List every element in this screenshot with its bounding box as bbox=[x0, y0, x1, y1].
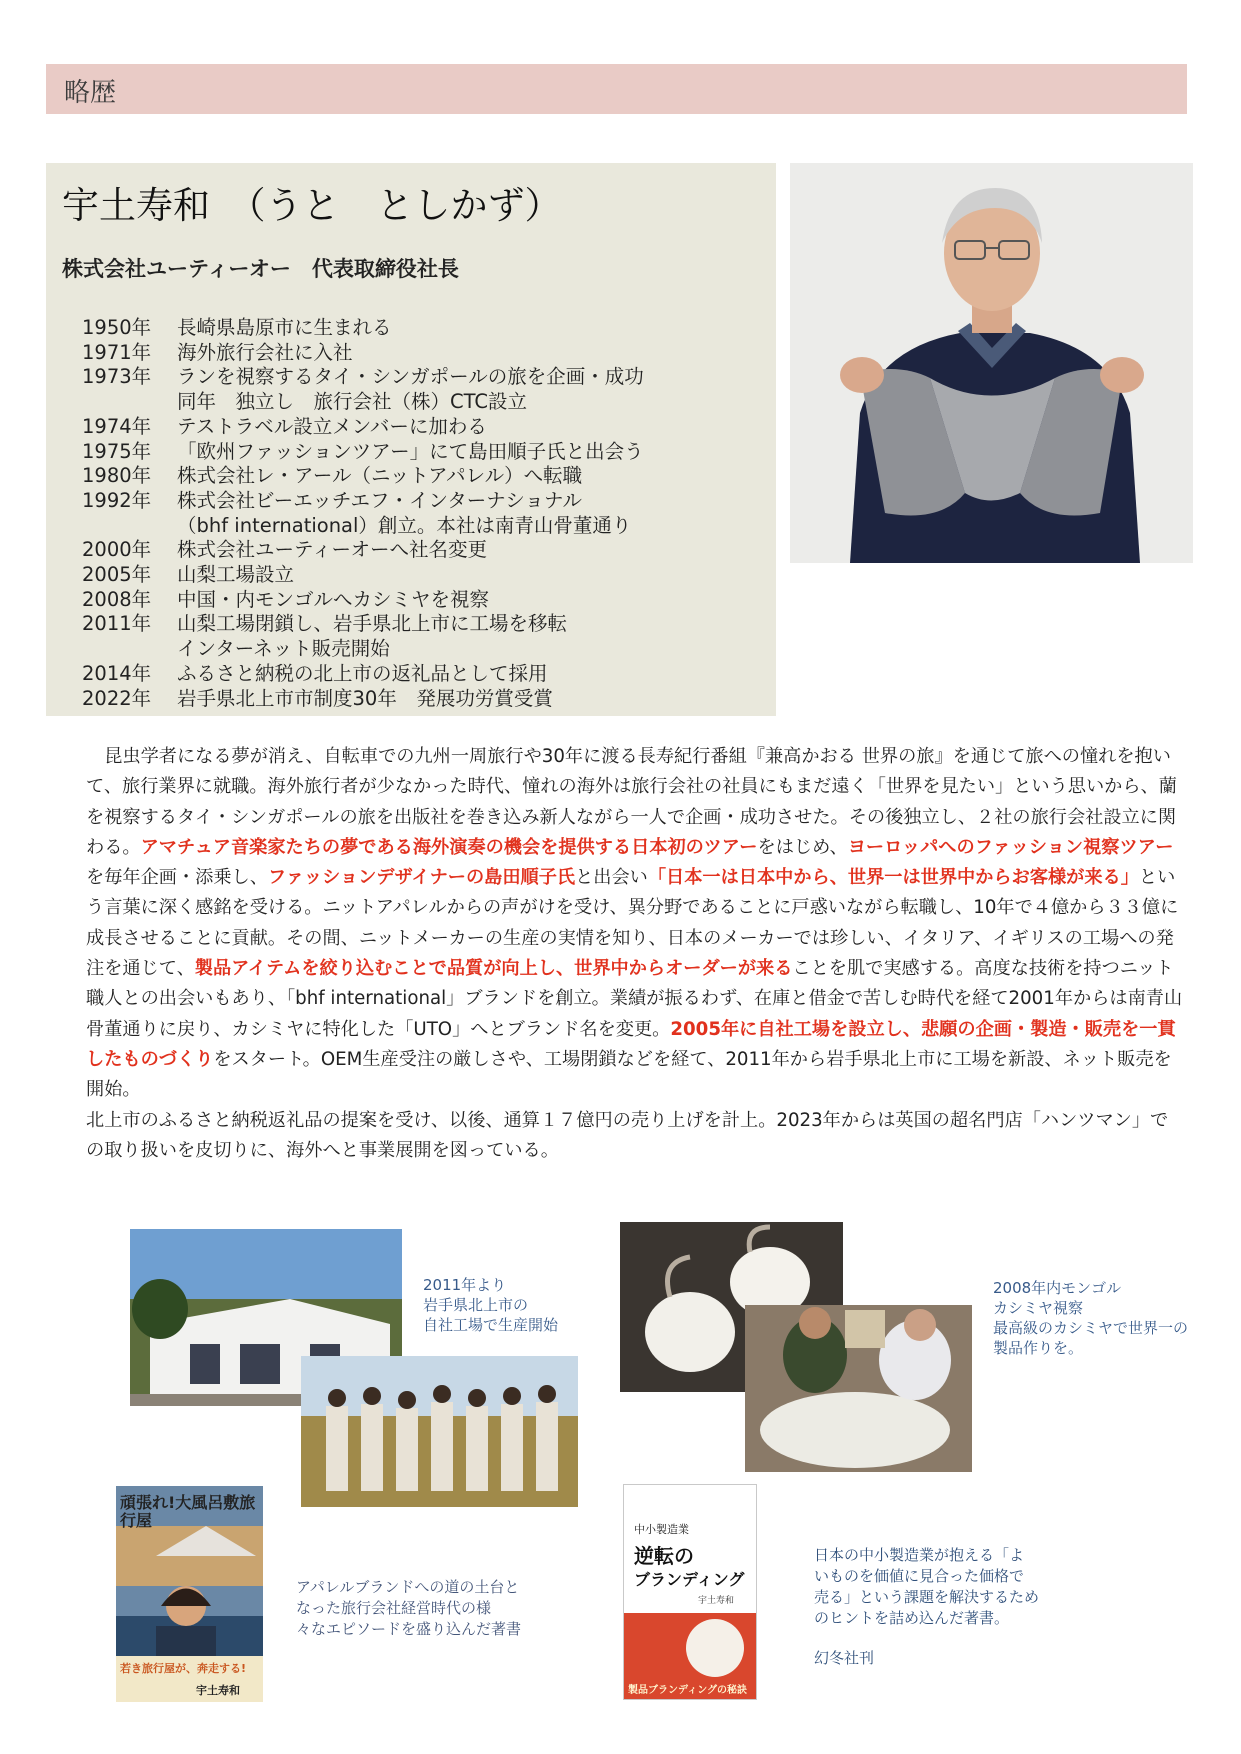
timeline-year: 2014年 bbox=[82, 661, 152, 685]
text-segment: ことを肌で実感する。高度な技術を持つニット職人との出会いもあり、「bhf international」ブランドを創立。業績が振るわず、在庫と借金で苦しむ時代を経て2001年からは南青山骨董通りに戻り、カシミヤに特化した「UTO」へとブランド名を変更。 bbox=[86, 958, 1183, 1040]
book1-title: 頑張れ!大風呂敷旅行屋 bbox=[120, 1493, 256, 1530]
book1-band: 若き旅行屋が、奔走する! bbox=[120, 1662, 247, 1675]
timeline-row bbox=[82, 637, 644, 662]
section-header bbox=[46, 64, 1187, 114]
highlighted-phrase: 「日本一は日本中から、世界一は世界中からお客様が来る」 bbox=[647, 867, 1139, 889]
text-segment: をスタート。OEM生産受注の厳しさや、工場閉鎖などを経て、2011年から岩手県北上市に工場を新設、ネット販売を開始。 bbox=[86, 1048, 1172, 1101]
factory-caption: 2011年より 岩手県北上市の 自社工場で生産開始 bbox=[423, 1276, 559, 1334]
book2-title-2: ブランディング bbox=[634, 1570, 745, 1589]
highlighted-phrase: 2005年に自社工場を設立し、悲願の企画・製造・販売を一貫したものづくり bbox=[86, 1018, 1176, 1070]
timeline-row bbox=[82, 588, 644, 613]
biography-paragraph-2: 北上市のふるさと納税返礼品の提案を受け、以後、通算１７億円の売り上げを計上。2023年からは英国の超名門店「ハンツマン」での取り扱いを皮切りに、海外へと事業展開を図っている。 bbox=[86, 1109, 1169, 1161]
book-cover-2 bbox=[623, 1484, 757, 1700]
biography-text bbox=[86, 742, 1186, 1166]
timeline-event: 株式会社レ・アール（ニットアパレル）へ転職 bbox=[177, 464, 583, 488]
timeline-year: 1980年 bbox=[82, 464, 152, 488]
highlighted-phrase: ヨーロッパへのファッション視察ツアー bbox=[847, 836, 1174, 858]
timeline-year: 2008年 bbox=[82, 587, 152, 611]
timeline-year: 2000年 bbox=[82, 538, 152, 562]
timeline-event: テストラベル設立メンバーに加わる bbox=[177, 414, 487, 438]
text-segment: という言葉に深く感銘を受ける。ニットアパレルからの声がけを受け、異分野であることに戸惑いながら転職し、10年で４億から３３億に成長させることに貢献。その間、ニットメーカーの生産の実情を知り、日本のメーカーでは珍しい、イタリア、イギリスの工場への発注を通じて、 bbox=[86, 867, 1179, 980]
timeline-row bbox=[82, 489, 644, 514]
staff-group-photo bbox=[301, 1356, 578, 1507]
portrait-photo bbox=[790, 163, 1193, 563]
timeline-year: 1974年 bbox=[82, 414, 152, 438]
mongolia-caption: 2008年内モンゴル カシミヤ視察 最高級のカシミヤで世界一の 製品作りを。 bbox=[993, 1279, 1189, 1357]
cashmere-combing-photo bbox=[745, 1305, 972, 1472]
company-title: 株式会社ユーティーオー 代表取締役社長 bbox=[62, 257, 459, 281]
book2-series: 中小製造業 bbox=[634, 1523, 689, 1536]
timeline-event: インターネット販売開始 bbox=[177, 637, 390, 661]
timeline-event: 山梨工場設立 bbox=[177, 563, 295, 587]
highlighted-phrase: アマチュア音楽家たちの夢である海外演奏の機会を提供する日本初のツアー bbox=[140, 836, 758, 858]
timeline-event: （bhf international）創立。本社は南青山骨董通り bbox=[177, 513, 632, 537]
text-segment: を毎年企画・添乗し、 bbox=[86, 867, 268, 889]
timeline-row bbox=[82, 514, 644, 539]
timeline-event: ふるさと納税の北上市の返礼品として採用 bbox=[177, 661, 548, 685]
timeline-row bbox=[82, 316, 644, 341]
timeline-event: 「欧州ファッションツアー」にて島田順子氏と出会う bbox=[177, 439, 644, 463]
section-title: 略歴 bbox=[64, 78, 117, 108]
timeline-year bbox=[82, 390, 177, 415]
timeline-year: 1971年 bbox=[82, 340, 152, 364]
timeline-row bbox=[82, 341, 644, 366]
timeline-event: 岩手県北上市市制度30年 発展功労賞受賞 bbox=[177, 686, 553, 710]
timeline bbox=[82, 316, 644, 711]
timeline-event: ランを視察するタイ・シンガポールの旅を企画・成功 bbox=[177, 365, 644, 389]
timeline-row bbox=[82, 365, 644, 390]
timeline-year: 2022年 bbox=[82, 686, 152, 710]
book-cover-1 bbox=[116, 1486, 263, 1702]
timeline-row bbox=[82, 687, 644, 712]
timeline-row bbox=[82, 538, 644, 563]
book1-author: 宇土寿和 bbox=[196, 1684, 240, 1697]
person-name: 宇土寿和 （うと としかず） bbox=[62, 184, 562, 227]
timeline-row bbox=[82, 464, 644, 489]
profile-box bbox=[46, 163, 776, 716]
highlighted-phrase: 製品アイテムを絞り込むことで品質が向上し、世界中からオーダーが来る bbox=[194, 958, 793, 980]
book2-band: 製品ブランディングの秘訣 bbox=[628, 1685, 747, 1696]
timeline-event: 株式会社ビーエッチエフ・インターナショナル bbox=[177, 488, 583, 512]
text-segment: 昆虫学者になる夢が消え、自転車での九州一周旅行や30年に渡る長寿紀行番組『兼高かおる 世界の旅』を通じて旅への憧れを抱いて、旅行業界に就職。海外旅行者が少なかった時代、憧れの海外は旅行会社の社員にもまだ遠く「世界を見たい」という思いから、蘭を視察するタイ・シンガポールの旅を出版社を巻き込み新人ながら一人で企画・成功させた。その後独立し、２社の旅行会社設立に関わる。 bbox=[86, 746, 1177, 858]
timeline-event: 山梨工場閉鎖し、岩手県北上市に工場を移転 bbox=[177, 612, 568, 636]
highlighted-phrase: ファッションデザイナーの島田順子氏 bbox=[267, 867, 576, 889]
timeline-year: 1973年 bbox=[82, 365, 152, 389]
timeline-row bbox=[82, 415, 644, 440]
book1-caption: アパレルブランドへの道の土台と なった旅行会社経営時代の様 々なエピソードを盛り込んだ著書 bbox=[296, 1578, 522, 1638]
timeline-year bbox=[82, 637, 177, 662]
timeline-year: 1992年 bbox=[82, 488, 152, 512]
timeline-year: 2005年 bbox=[82, 563, 152, 587]
timeline-year: 1975年 bbox=[82, 439, 152, 463]
timeline-event: 長崎県島原市に生まれる bbox=[177, 316, 392, 339]
timeline-row bbox=[82, 390, 644, 415]
timeline-event: 中国・内モンゴルへカシミヤを視察 bbox=[177, 587, 490, 611]
book2-caption: 日本の中小製造業が抱える「よ いものを価値に見合った価格で 売る」という課題を解決するため のヒントを詰め込んだ著書。 bbox=[814, 1546, 1040, 1627]
text-segment: と出会い bbox=[575, 867, 648, 889]
text-segment: をはじめ、 bbox=[757, 836, 848, 858]
timeline-row bbox=[82, 440, 644, 465]
publisher-label: 幻冬社刊 bbox=[814, 1649, 875, 1667]
timeline-row bbox=[82, 612, 644, 637]
timeline-row bbox=[82, 563, 644, 588]
timeline-year: 2011年 bbox=[82, 612, 152, 636]
timeline-year bbox=[82, 514, 177, 539]
timeline-event: 株式会社ユーティーオーへ社名変更 bbox=[177, 538, 488, 562]
timeline-row bbox=[82, 662, 644, 687]
timeline-year: 1950年 bbox=[82, 316, 152, 339]
book2-obi-band bbox=[624, 1613, 756, 1699]
biography-paragraph-1 bbox=[86, 742, 1186, 1106]
book2-seal bbox=[686, 1619, 744, 1677]
book2-title-1: 逆転の bbox=[634, 1544, 694, 1568]
timeline-event: 海外旅行会社に入社 bbox=[177, 340, 353, 364]
timeline-event: 同年 独立し 旅行会社（株）CTC設立 bbox=[177, 390, 528, 414]
book2-author: 宇土寿和 bbox=[698, 1596, 735, 1606]
